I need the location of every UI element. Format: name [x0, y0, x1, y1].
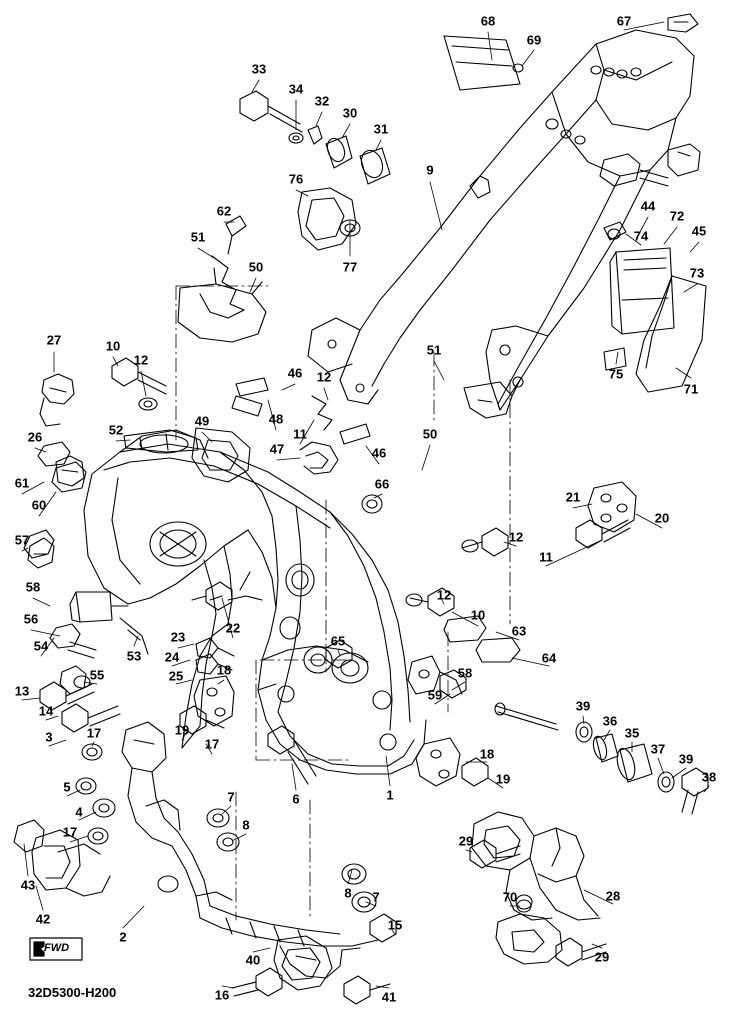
- callout-number: 39: [678, 751, 694, 767]
- callout-number: 73: [689, 265, 705, 281]
- callout-number: 11: [539, 549, 553, 565]
- diagram-part-code: 32D5300-H200: [28, 985, 117, 1000]
- callout-number: 74: [633, 228, 649, 244]
- callout-number: 33: [251, 61, 267, 77]
- callout-number: 41: [381, 989, 397, 1005]
- callout-number: 39: [575, 698, 591, 714]
- callout-number: 3: [45, 729, 53, 745]
- callout-number: 58: [25, 579, 41, 595]
- callout-number: 2: [119, 929, 127, 945]
- callout-number: 22: [225, 620, 241, 636]
- callout-number: 18: [479, 746, 495, 762]
- callout-number: 61: [14, 475, 30, 491]
- callout-number: 8: [242, 817, 250, 833]
- callout-number: 27: [46, 332, 62, 348]
- callout-number: 12: [508, 529, 524, 545]
- callout-number: 17: [204, 736, 220, 752]
- callout-number: 47: [269, 441, 285, 457]
- callout-number: 32: [314, 93, 330, 109]
- callout-number: 12: [133, 352, 149, 368]
- callout-number: 17: [86, 725, 102, 741]
- fasteners: [14, 14, 708, 1004]
- callout-number: 18: [216, 662, 232, 678]
- callout-number: 36: [602, 713, 618, 729]
- callout-number: 43: [20, 877, 36, 893]
- callout-number: 51: [426, 342, 442, 358]
- callout-number: 70: [502, 889, 518, 905]
- callout-number: 67: [616, 13, 632, 29]
- callout-number: 54: [33, 638, 49, 654]
- callout-number: 15: [387, 917, 403, 933]
- side-stand-assembly: [472, 812, 600, 964]
- callout-number: 37: [650, 741, 666, 757]
- callout-number: 50: [248, 259, 264, 275]
- callout-number: 75: [608, 366, 624, 382]
- callout-number: 24: [164, 649, 180, 665]
- callout-number: 59: [427, 687, 443, 703]
- callout-number: 60: [31, 497, 47, 513]
- callout-number: 7: [372, 889, 380, 905]
- callout-number: 55: [89, 667, 105, 683]
- callout-number: 48: [268, 411, 284, 427]
- lower-frame: [122, 722, 378, 978]
- callout-number: 25: [168, 668, 184, 684]
- callout-number: 17: [62, 824, 78, 840]
- callout-number: 44: [640, 198, 656, 214]
- callout-number: 4: [75, 804, 83, 820]
- callout-number: 26: [27, 429, 43, 445]
- callout-number: 57: [14, 532, 30, 548]
- callout-number: 69: [526, 32, 542, 48]
- callout-number: 42: [35, 911, 51, 927]
- callout-number: 77: [342, 259, 358, 275]
- callout-number: 7: [227, 789, 235, 805]
- callout-number: 53: [126, 648, 142, 664]
- callout-number: 19: [174, 722, 190, 738]
- callout-number: 31: [373, 121, 389, 137]
- callout-number: 46: [371, 445, 387, 461]
- callout-number: 16: [214, 987, 230, 1003]
- callout-number: 71: [683, 381, 699, 397]
- leader-lines: [22, 22, 709, 988]
- callout-number: 49: [194, 413, 210, 429]
- callout-number: 46: [287, 365, 303, 381]
- callout-number: 51: [190, 229, 206, 245]
- callout-number: 34: [288, 81, 304, 97]
- callout-number: 63: [511, 623, 527, 639]
- callout-number: 8: [344, 885, 352, 901]
- callout-number: 20: [654, 510, 670, 526]
- rear-subframe: [308, 30, 700, 418]
- callout-number: 29: [594, 949, 610, 965]
- callout-number: 23: [170, 629, 186, 645]
- callout-number: 45: [691, 223, 707, 239]
- centerlines: [176, 286, 510, 920]
- callout-number: 56: [23, 611, 39, 627]
- callout-number: 72: [669, 208, 685, 224]
- callout-number: 1: [386, 787, 394, 803]
- callout-number: 14: [38, 703, 54, 719]
- callout-number: 52: [108, 422, 124, 438]
- callout-number: 58: [457, 665, 473, 681]
- callout-number: 68: [480, 13, 496, 29]
- callout-number: 38: [701, 769, 717, 785]
- callout-number: 30: [342, 105, 358, 121]
- callout-number: 21: [565, 489, 581, 505]
- callout-number: 62: [216, 203, 232, 219]
- callout-number: 50: [422, 426, 438, 442]
- callout-number: 64: [541, 650, 557, 666]
- callout-number: 11: [293, 426, 307, 442]
- callout-number: 19: [495, 771, 511, 787]
- callout-number: 12: [436, 587, 452, 603]
- callout-number: 10: [105, 338, 121, 354]
- callout-number: 35: [624, 725, 640, 741]
- callout-number: 65: [330, 633, 346, 649]
- callout-number: 76: [288, 171, 304, 187]
- callout-number: 12: [316, 369, 332, 385]
- callout-number: 10: [470, 607, 486, 623]
- callout-number: 28: [605, 888, 621, 904]
- callout-number: 9: [426, 162, 434, 178]
- callout-number: 66: [374, 476, 390, 492]
- callout-number: 29: [458, 833, 474, 849]
- callout-number: 6: [292, 791, 300, 807]
- fwd-direction-marker: [30, 938, 82, 960]
- fwd-label: FWD: [44, 942, 70, 954]
- callout-number: 5: [63, 779, 71, 795]
- callout-number: 13: [14, 683, 30, 699]
- callout-number: 40: [245, 952, 261, 968]
